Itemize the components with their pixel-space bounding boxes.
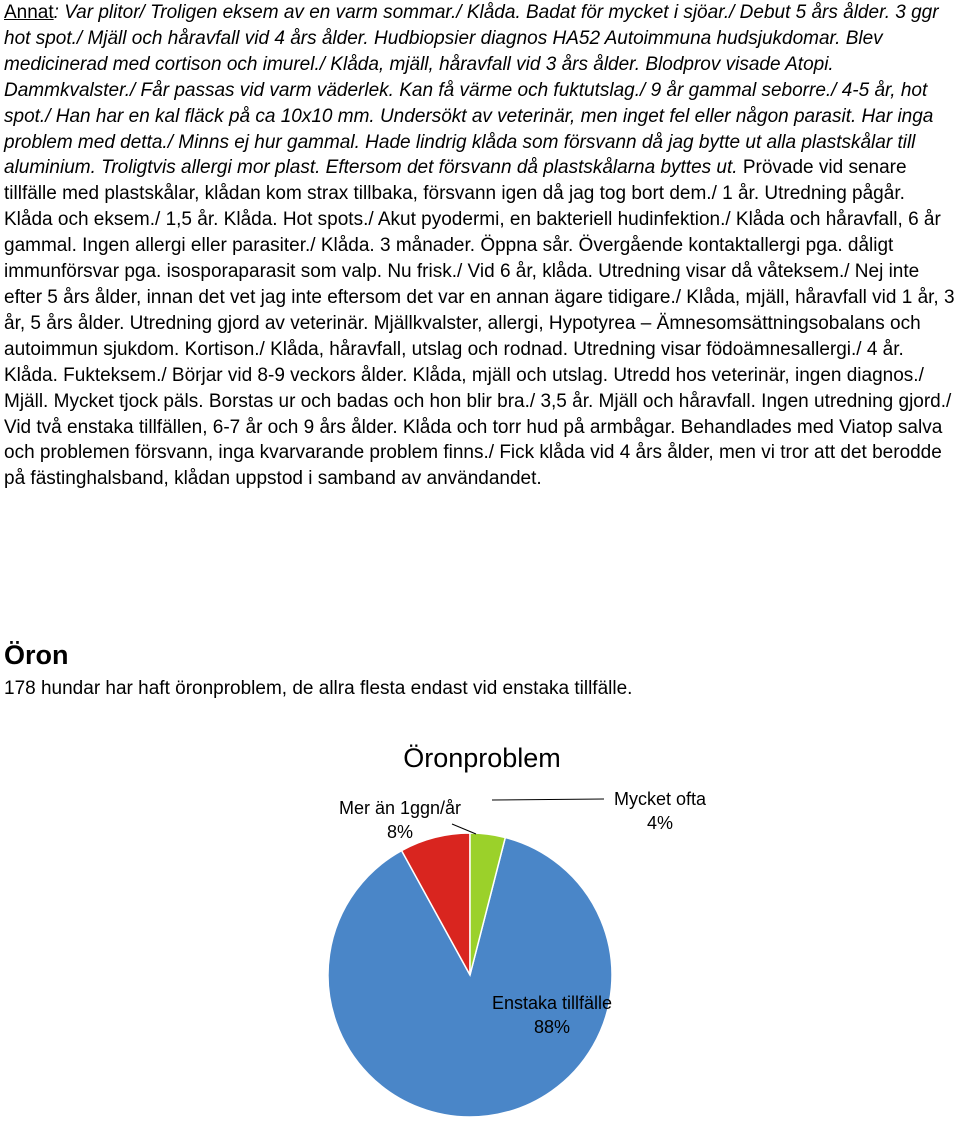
chart-title: Öronproblem	[403, 743, 561, 773]
pie-chart	[0, 728, 960, 1145]
annat-paragraph	[4, 0, 958, 492]
slice-label-value: 8%	[386, 822, 414, 842]
slice-label-value: 4%	[646, 813, 674, 833]
pie-slices	[328, 833, 612, 1117]
section-title: Öron	[4, 640, 69, 670]
slice-label-value: 88%	[533, 1017, 571, 1037]
annat-label: Annat	[4, 2, 54, 23]
annat-italic-text: : Var plitor/ Troligen eksem av en varm sommar./ Klåda. Badat för mycket i sjöar./ Debut 5 års ålder. 3 ggr hot spot./ Mjäll och håravfall vid 4 års ålder. Hudbiopsier diagnos HA52 Autoimmuna hudsjukdomar. Blev medicinerad med cortison och imurel./ Klåda, mjäll, håravfall vid 3 års ålder. Blodprov visade Atopi. Dammkvalster./ Får passas vid varm väderlek. Kan få värme och fuktutslag./ 9 år gammal seborre./ 4-5 år, hot spot./ Han har en kal fläck på ca 10x10 mm. Undersökt av veterinär, men inget fel eller någon parasit. Har inga problem med detta./ Minns ej hur gammal. Hade lindrig klåda som försvann då jag bytte ut alla plastskålar till aluminium. Troligtvis allergi mor plast. Eftersom det försvann då plastskålarna byttes ut.	[4, 2, 939, 179]
slice-label-name: Mer än 1ggn/år	[338, 798, 462, 818]
section-intro: 178 hundar har haft öronproblem, de allra flesta endast vid enstaka tillfälle.	[4, 678, 633, 699]
slice-label-name: Enstaka tillfälle	[491, 993, 613, 1013]
slice-label-name: Mycket ofta	[613, 789, 707, 809]
annat-normal-text: Prövade vid senare tillfälle med plastskålar, klådan kom strax tillbaka, försvann igen då jag tog bort dem./ 1 år. Utredning pågår. Klåda och eksem./ 1,5 år. Klåda. Hot spots./ Akut pyodermi, en bakteriell hudinfektion./ Klåda och håravfall, 6 år gammal. Ingen allergi eller parasiter./ Klåda. 3 månader. Öppna sår. Övergående kontaktallergi pga. dåligt immunförsvar pga. isosporaparasit som valp. Nu frisk./ Vid 6 år, klåda. Utredning visar då våteksem./ Nej inte efter 5 års ålder, innan det vet jag inte eftersom det var en annan ägare tidigare./ Klåda, mjäll, håravfall vid 1 år, 3 år, 5 års ålder. Utredning gjord av veterinär. Mjällkvalster, allergi, Hypotyrea – Ämnesomsättningsobalans och autoimmun sjukdom. Kortison./ Klåda, håravfall, utslag och rodnad. Utredning visar födoämnesallergi./ 4 år. Klåda. Fukteksem./ Börjar vid 8-9 veckors ålder. Klåda, mjäll och utslag. Utredd hos veterinär, ingen diagnos./ Mjäll. Mycket tjock päls. Borstas ur och badas och hon blir bra./ 3,5 år. Mjäll och håravfall. Ingen utredning gjord./ Vid två enstaka tillfällen, 6-7 år och 9 års ålder. Klåda och torr hud på armbågar. Behandlades med Viatop salva och problemen försvann, inga kvarvarande problem finns./ Fick klåda vid 4 års ålder, men vi tror att det berodde på fästinghalsband, klådan uppstod i samband av användandet.	[4, 157, 955, 490]
document-page	[4, 0, 958, 492]
leader-line-mycket-ofta	[492, 799, 604, 800]
